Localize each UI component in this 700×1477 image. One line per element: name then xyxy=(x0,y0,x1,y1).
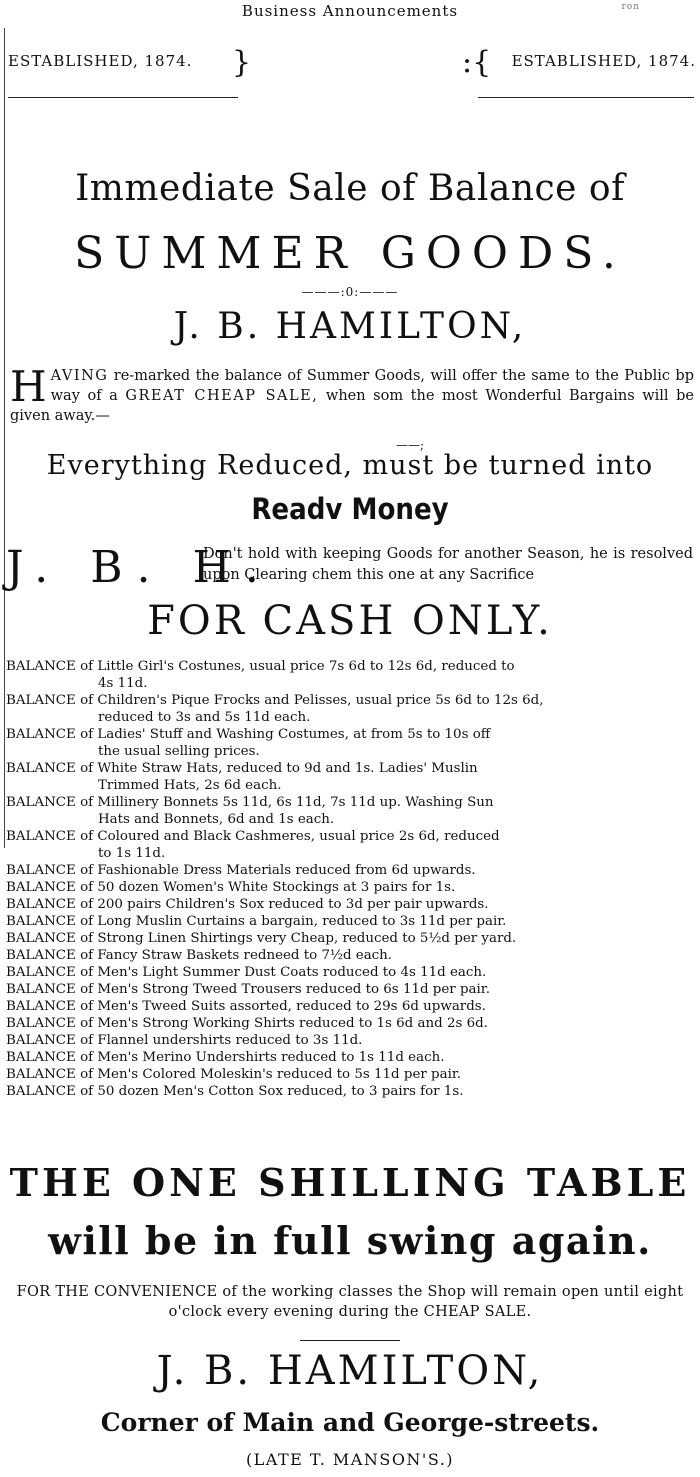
balance-item-text: BALANCE of 50 dozen Men's Cotton Sox reduced, to 3 pairs for 1s. xyxy=(6,1084,464,1099)
balance-item-text: BALANCE of 50 dozen Women's White Stockings at 3 pairs for 1s. xyxy=(6,880,456,895)
balance-item xyxy=(6,981,694,998)
balance-item xyxy=(6,692,694,726)
balance-item-text: BALANCE of Fashionable Dress Materials reduced from 6d upwards. xyxy=(6,863,476,878)
balance-item-continuation: the usual selling prices. xyxy=(98,744,260,759)
headline-immediate-sale: Immediate Sale of Balance of xyxy=(75,168,625,209)
convenience-notice xyxy=(8,1282,692,1322)
convenience-caps: FOR THE CONVENIENCE xyxy=(16,1284,218,1300)
balance-item-text: BALANCE of Men's Strong Tweed Trousers reduced to 6s 11d per pair. xyxy=(6,982,490,997)
balance-item xyxy=(6,947,694,964)
balance-item-text: BALANCE of Coloured and Black Cashmeres, usual price 2s 6d, reduced xyxy=(6,829,500,844)
section-title: Business Announcements xyxy=(241,2,459,20)
balance-item-text: BALANCE of Men's Light Summer Dust Coats roduced to 4s 11d each. xyxy=(6,965,487,980)
faint-mark: ron xyxy=(621,2,640,12)
balance-item-text: BALANCE of Strong Linen Shirtings very Cheap, reduced to 5½d per yard. xyxy=(6,931,517,946)
footer-rule xyxy=(300,1340,400,1341)
balance-item-continuation: 4s 11d. xyxy=(98,676,148,691)
balance-item-continuation: to 1s 11d. xyxy=(98,846,166,861)
established-right: ESTABLISHED, 1874. xyxy=(511,52,696,70)
brace-left: } xyxy=(232,45,252,80)
balance-item xyxy=(6,930,694,947)
balance-item xyxy=(6,1032,694,1049)
footer-late-mansons: (LATE T. MANSON'S.) xyxy=(245,1450,455,1469)
balance-item-text: BALANCE of Men's Merino Undershirts reduced to 1s 11d each. xyxy=(6,1050,445,1065)
balance-item-text: BALANCE of Long Muslin Curtains a bargain, reduced to 3s 11d per pair. xyxy=(6,914,507,929)
section-header xyxy=(0,2,700,20)
established-left-rule xyxy=(8,97,238,98)
balance-item xyxy=(6,862,694,879)
headline-summer-goods: SUMMER GOODS. xyxy=(74,228,626,279)
balance-item-text: BALANCE of Men's Tweed Suits assorted, reduced to 29s 6d upwards. xyxy=(6,999,486,1014)
footer-address: Corner of Main and George-streets. xyxy=(100,1408,600,1437)
balance-item-text: BALANCE of Little Girl's Costunes, usual price 7s 6d to 12s 6d, reduced to xyxy=(6,659,515,674)
balance-item xyxy=(6,1049,694,1066)
intro-text-a: re-marked the balance of Summer Goods, will offer the same to the Public bp way of a xyxy=(50,368,694,404)
convenience-cheap-sale: CHEAP SALE. xyxy=(423,1304,532,1320)
column-rule xyxy=(4,28,5,848)
balance-item-text: BALANCE of Children's Pique Frocks and Pelisses, usual price 5s 6d to 12s 6d, xyxy=(6,693,544,708)
balance-item xyxy=(6,964,694,981)
jbh-initials: J. B. H. xyxy=(6,542,273,593)
established-right-rule xyxy=(478,97,694,98)
balance-item xyxy=(6,828,694,862)
balance-item-text: BALANCE of Fancy Straw Baskets redneed to 7½d each. xyxy=(6,948,393,963)
brace-right: :{ xyxy=(462,45,492,80)
intro-text-b: when som the most Wonderful Bargains will be given away.— xyxy=(10,388,694,424)
intro-paragraph xyxy=(10,362,694,426)
balance-item xyxy=(6,896,694,913)
intro-caps-word: AVING xyxy=(50,368,109,384)
ornamental-divider: ———:0:——— xyxy=(301,285,399,299)
everything-reduced-line: Everything Reduced, must be turned into xyxy=(46,450,654,481)
merchant-name-heading: J. B. HAMILTON, xyxy=(173,306,527,347)
balance-item xyxy=(6,658,694,692)
intro-great-cheap-sale: GREAT CHEAP SALE, xyxy=(125,388,319,404)
balance-item-continuation: Hats and Bonnets, 6d and 1s each. xyxy=(98,812,335,827)
balance-item xyxy=(6,879,694,896)
jbh-note: Don't hold with keeping Goods for another Season, he is resolved upon Clearing chem this one at any Sacrifice xyxy=(203,546,693,583)
balance-item xyxy=(6,726,694,760)
convenience-text: of the working classes the Shop will remain open until eight o'clock every evening during the xyxy=(168,1284,684,1320)
one-shilling-table-heading: THE ONE SHILLING TABLE xyxy=(9,1160,691,1205)
balance-item xyxy=(6,998,694,1015)
established-left: ESTABLISHED, 1874. xyxy=(8,52,193,70)
balance-item xyxy=(6,1066,694,1083)
balance-item xyxy=(6,760,694,794)
balance-item-text: BALANCE of 200 pairs Children's Sox reduced to 3d per pair upwards. xyxy=(6,897,489,912)
balance-item-text: BALANCE of Millinery Bonnets 5s 11d, 6s 11d, 7s 11d up. Washing Sun xyxy=(6,795,494,810)
full-swing-heading: will be in full swing again. xyxy=(48,1218,652,1263)
balance-item xyxy=(6,794,694,828)
balance-item xyxy=(6,1015,694,1032)
balance-item-text: BALANCE of Men's Strong Working Shirts reduced to 1s 6d and 2s 6d. xyxy=(6,1016,488,1031)
for-cash-only-heading: FOR CASH ONLY. xyxy=(147,598,553,644)
footer-merchant-name: J. B. HAMILTON, xyxy=(156,1348,544,1394)
balance-item-continuation: Trimmed Hats, 2s 6d each. xyxy=(98,778,282,793)
balance-list xyxy=(6,658,694,1100)
short-dash: ——; xyxy=(395,438,425,452)
balance-item-text: BALANCE of Flannel undershirts reduced to 3s 11d. xyxy=(6,1033,363,1048)
drop-cap: H xyxy=(10,362,47,411)
balance-item xyxy=(6,1083,694,1100)
balance-item-text: BALANCE of Ladies' Stuff and Washing Costumes, at from 5s to 10s off xyxy=(6,727,491,742)
ready-money-line: Readv Money xyxy=(251,492,449,526)
balance-item xyxy=(6,913,694,930)
balance-item-text: BALANCE of White Straw Hats, reduced to 9d and 1s. Ladies' Muslin xyxy=(6,761,478,776)
balance-item-text: BALANCE of Men's Colored Moleskin's reduced to 5s 11d per pair. xyxy=(6,1067,462,1082)
balance-item-continuation: reduced to 3s and 5s 11d each. xyxy=(98,710,311,725)
